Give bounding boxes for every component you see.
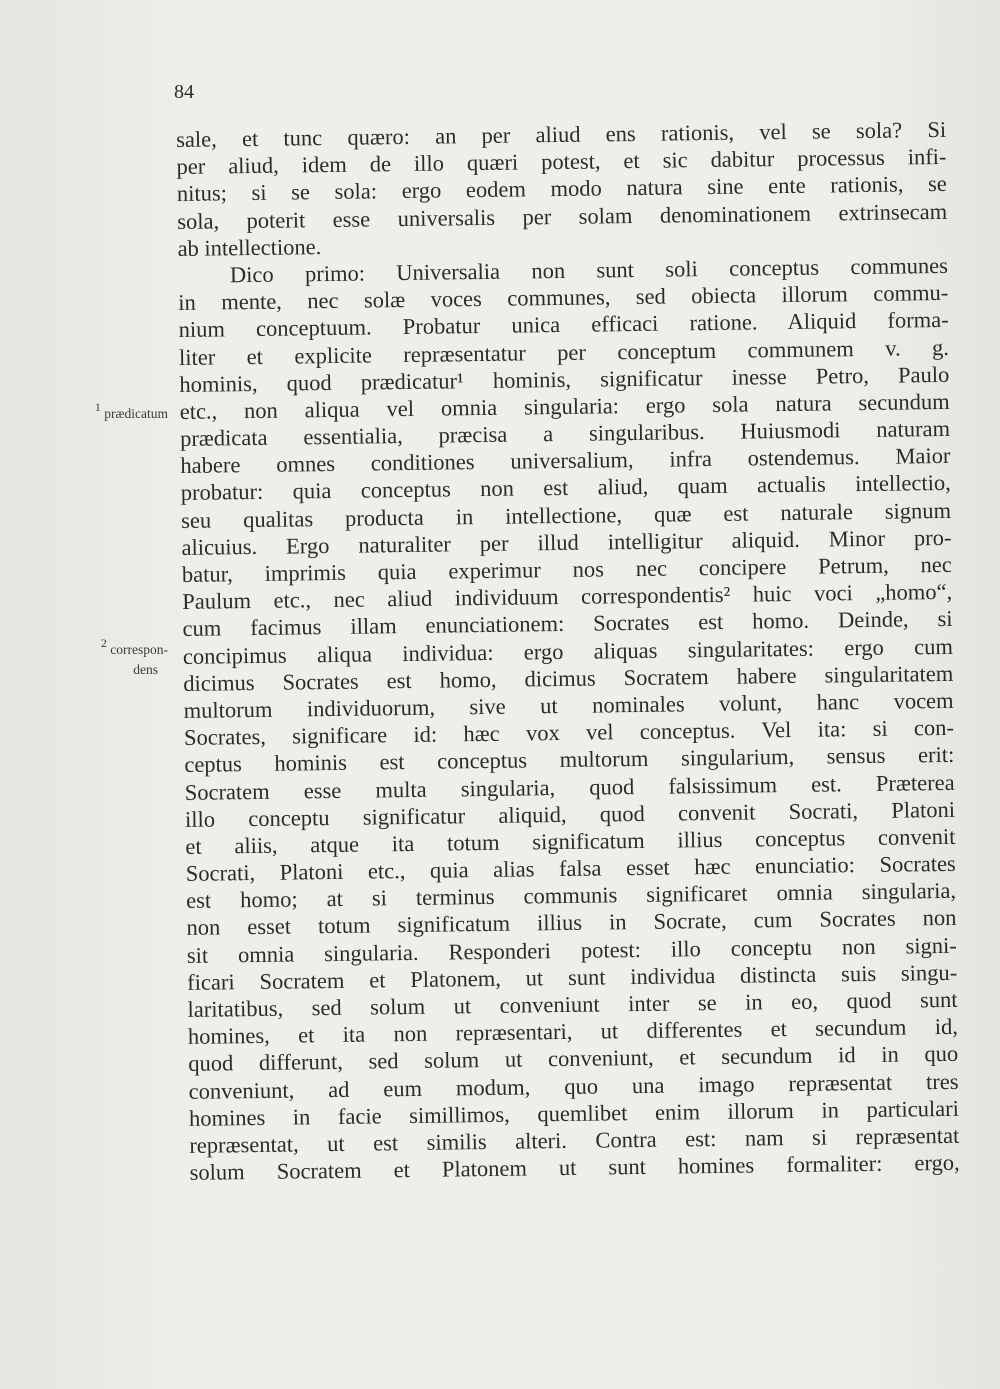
text-line: nitus; si se sola: ergo eodem modo natura sine ente rationis, se: [176, 171, 947, 207]
text-line: batur, imprimis quia experimur nos nec concipere Petrum, nec: [181, 551, 952, 587]
text-line: hominis, quod prædicatur¹ hominis, significatur inesse Petro, Paulo: [179, 361, 950, 397]
text-line: laritatibus, sed solum ut conveniunt inter se in eo, quod sunt: [187, 986, 958, 1022]
text-line: Socrates, significare id: hæc vox vel conceptus. Vel ita: si con-: [183, 714, 955, 751]
sidenote-continuation: dens: [133, 662, 158, 677]
text-line: ab intellectione.: [177, 233, 322, 261]
text-line: quod differunt, sed solum ut conveniunt, et secundum id in quo: [188, 1041, 959, 1077]
text-line: cum facimus illam enunciationem: Socrates est homo. Deinde, si: [182, 606, 953, 642]
text-line: non esset totum significatum illius in Socrate, cum Socrates non: [186, 905, 957, 941]
text-line: concipimus aliqua individua: ergo aliquas singularitates: ergo cum: [182, 633, 954, 669]
text-line: habere omnes conditiones universalium, infra ostendemus. Maior: [180, 443, 951, 479]
text-line: repræsentat, ut est similis alteri. Contra est: nam si repræsentat: [189, 1122, 960, 1158]
text-line: prædicata essentialia, præcisa a singularibus. Huiusmodi naturam: [179, 415, 951, 452]
text-line: probatur: quia conceptus non est aliud, quam actualis intellectio,: [180, 470, 951, 506]
text-line: ceptus hominis est conceptus multorum singularium, sensus erit:: [184, 742, 955, 778]
text-line: conveniunt, ad eum modum, quo una imago repræsentat tres: [188, 1068, 959, 1104]
text-line: ficari Socratem et Platonem, ut sunt individua distincta suis singu-: [187, 959, 958, 995]
sidenote-text: correspon-: [110, 642, 168, 657]
text-line: nium conceptuum. Probatur unica efficaci ratione. Aliquid forma-: [178, 307, 949, 343]
text-line: Socratem esse multa singularia, quod falsissimum est. Præterea: [184, 769, 955, 805]
text-line: multorum individuorum, sive ut nominales volunt, hanc vocem: [183, 687, 954, 723]
body-text: [176, 116, 960, 1186]
text-line: alicuius. Ergo naturaliter per illud intelligitur aliquid. Minor pro-: [181, 524, 952, 560]
text-line: homines, et ita non repræsentari, ut differentes et secundum id,: [187, 1014, 959, 1050]
text-line: dicimus Socrates est homo, dicimus Socratem habere singularitatem: [183, 660, 954, 696]
text-line: per aliud, idem de illo quæri potest, et sic dabitur processus infi-: [176, 144, 947, 180]
text-line: sale, et tunc quæro: an per aliud ens rationis, vel se sola? Si: [176, 116, 947, 152]
page-number: 84: [174, 81, 194, 103]
text-line: sit omnia singularia. Responderi potest: illo conceptu non signi-: [186, 932, 957, 968]
text-line: homines in facie simillimos, quemlibet enim illorum in particulari: [188, 1095, 960, 1131]
sidenote-marker: 1: [94, 400, 101, 414]
text-line: etc., non aliqua vel omnia singularia: ergo sola natura secundum: [179, 388, 950, 424]
text-line: illo conceptu significatur aliquid, quod convenit Socrati, Platoni: [184, 796, 956, 832]
text-line: Dico primo: Universalia non sunt soli conceptus communes: [229, 252, 949, 288]
text-line: Paulum etc., nec aliud individuum correspondentis² huic voci „homo“,: [182, 579, 953, 615]
text-line: est homo; at si terminus communis significaret omnia singularia,: [185, 878, 957, 914]
text-line: et aliis, atque ita totum significatum illius conceptus convenit: [185, 823, 956, 859]
text-line: solum Socratem et Platonem ut sunt homines formaliter: ergo,: [189, 1149, 960, 1186]
sidenote-1: [50, 400, 168, 424]
sidenote-marker: 2: [100, 636, 107, 650]
text-line: liter et explicite repræsentatur per conceptum communem v. g.: [178, 334, 950, 370]
text-line: sola, poterit esse universalis per solam denominationem extrinsecam: [177, 198, 948, 234]
text-line: Socrati, Platoni etc., quia alias falsa esset hæc enunciatio: Socrates: [185, 850, 956, 886]
text-line: in mente, nec solæ voces communes, sed obiecta illorum commu-: [178, 280, 949, 316]
text-line: seu qualitas producta in intellectione, quæ est naturale signum: [180, 497, 952, 533]
sidenote-2: [50, 636, 168, 680]
sidenote-text: prædicatum: [104, 406, 168, 421]
